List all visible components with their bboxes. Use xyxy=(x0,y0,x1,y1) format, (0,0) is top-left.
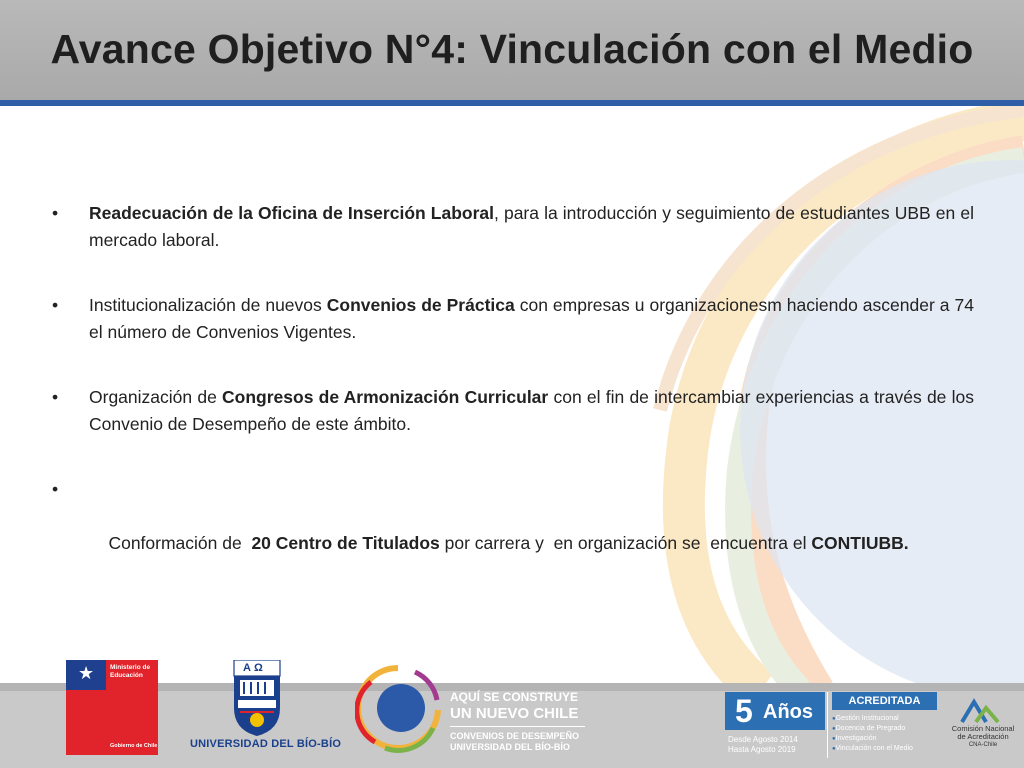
accreditation-years-word: Años xyxy=(763,701,813,723)
bullet-text: Institucionalización de nuevos xyxy=(89,295,327,315)
slogan xyxy=(450,690,585,753)
mineduc-logo xyxy=(66,660,158,755)
bullet-item xyxy=(52,200,974,254)
slide-title: Avance Objetivo N°4: Vinculación con el Medio xyxy=(50,26,974,72)
accreditation-areas xyxy=(832,714,913,754)
bullet-text: con empresas u organizacionesm haciendo ascender a 74 el número de Convenios Vigentes. xyxy=(89,295,974,342)
bullet-marker: • xyxy=(52,203,59,223)
bullet-bold-text: 20 Centro de Titulados xyxy=(251,533,440,553)
mineduc-gov: Gobierno de Chile xyxy=(110,743,158,749)
accreditation-area: ● Investigación xyxy=(832,734,913,744)
bullet-text: por carrera y en organización se encuentra el xyxy=(439,533,812,553)
bullet-text: Conformación de xyxy=(108,533,252,553)
accreditation-years-number: 5 xyxy=(735,693,753,729)
title-bar xyxy=(0,0,1024,100)
cna-name: Comisión Nacional de Acreditación CNA-Chile xyxy=(951,724,1015,748)
bullet-bold-text: CONTIUBB. xyxy=(811,533,909,553)
accreditation-since: Desde Agosto 2014 xyxy=(728,735,798,744)
accreditation-area: ● Gestión Institucional xyxy=(832,714,913,724)
accreditation-area: ● Vinculación con el Medio xyxy=(832,744,913,754)
bullet-bold-text: Convenios de Práctica xyxy=(326,295,515,315)
cna-logo-icon xyxy=(958,698,1002,724)
bullet-item xyxy=(52,384,974,438)
bullet-item xyxy=(52,476,974,584)
bullet-marker: • xyxy=(52,295,59,315)
bullet-marker: • xyxy=(52,479,59,499)
bullet-bold-text: Congresos de Armonización Curricular xyxy=(222,387,549,407)
bullet-text: con el fin de intercambiar experiencias a través de los Convenio de Desempeño de este ámbito. xyxy=(89,387,975,434)
bullet-item xyxy=(52,292,974,346)
bullet-text: Organización de xyxy=(89,387,223,407)
accreditation-status: ACREDITADA xyxy=(832,692,937,710)
accreditation-period xyxy=(728,735,798,755)
slogan-line-2: UN NUEVO CHILE xyxy=(450,705,579,722)
accreditation-area: ● Docencia de Pregrado xyxy=(832,724,913,734)
slogan-line-4: UNIVERSIDAD DEL BÍO-BÍO xyxy=(450,742,570,752)
title-underline xyxy=(0,100,1024,106)
slogan-line-3: CONVENIOS DE DESEMPEÑO xyxy=(450,731,580,741)
slogan-line-1: AQUÍ SE CONSTRUYE xyxy=(450,690,579,704)
bullet-bold-text: Readecuación de la Oficina de Inserción Laboral xyxy=(89,203,494,223)
accreditation-until: Hasta Agosto 2019 xyxy=(728,745,796,754)
ubb-shield-letters: Α Ω xyxy=(243,662,263,674)
star-icon: ★ xyxy=(78,663,95,683)
mineduc-name: Ministerio de Educación xyxy=(110,664,151,679)
ubb-name: UNIVERSIDAD DEL BÍO-BÍO xyxy=(190,738,342,750)
bullet-list xyxy=(52,200,974,622)
divider xyxy=(827,692,828,758)
convenio-logo-icon xyxy=(355,664,441,754)
bullet-text: , para la introducción y seguimiento de estudiantes UBB en el mercado laboral. xyxy=(89,203,974,250)
bullet-marker: • xyxy=(52,387,59,407)
accreditation-years-badge xyxy=(725,692,825,730)
